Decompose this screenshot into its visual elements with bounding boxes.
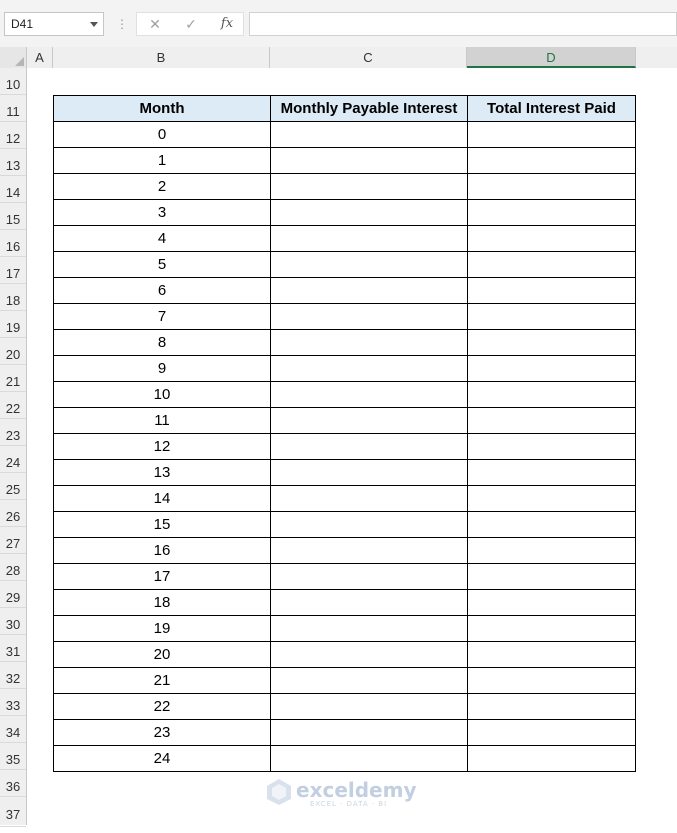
- total-interest-paid-cell[interactable]: [468, 434, 636, 460]
- exceldemy-watermark: [266, 776, 416, 810]
- monthly-payable-interest-cell[interactable]: [271, 668, 468, 694]
- total-interest-paid-cell[interactable]: [468, 616, 636, 642]
- table-row: [54, 642, 636, 668]
- month-cell[interactable]: 19: [54, 616, 271, 642]
- monthly-payable-interest-cell[interactable]: [271, 512, 468, 538]
- table-row: [54, 174, 636, 200]
- select-all-button[interactable]: [0, 47, 27, 68]
- monthly-payable-interest-cell[interactable]: [271, 304, 468, 330]
- row-header-13[interactable]: 13: [0, 149, 26, 176]
- month-cell[interactable]: 5: [54, 252, 271, 278]
- column-header-d[interactable]: D: [467, 47, 636, 68]
- grip-icon: ⋮: [116, 17, 128, 31]
- table-row: [54, 460, 636, 486]
- month-cell[interactable]: 11: [54, 408, 271, 434]
- total-interest-paid-cell[interactable]: [468, 174, 636, 200]
- watermark-name: exceldemy: [296, 778, 417, 802]
- select-all-icon: [15, 57, 24, 66]
- table-row: [54, 590, 636, 616]
- monthly-payable-interest-cell[interactable]: [271, 330, 468, 356]
- cancel-icon[interactable]: ✕: [149, 16, 161, 32]
- table-row: [54, 538, 636, 564]
- month-cell[interactable]: 13: [54, 460, 271, 486]
- row-header-33[interactable]: 33: [0, 689, 26, 716]
- row-header-31[interactable]: 31: [0, 635, 26, 662]
- monthly-payable-interest-cell[interactable]: [271, 356, 468, 382]
- total-interest-paid-cell[interactable]: [468, 278, 636, 304]
- row-header-11[interactable]: 11: [0, 95, 26, 122]
- logo-icon: [266, 778, 292, 806]
- enter-icon[interactable]: ✓: [185, 16, 197, 32]
- total-interest-paid-cell[interactable]: [468, 746, 636, 772]
- table-row: [54, 148, 636, 174]
- header-total-interest-paid[interactable]: Total Interest Paid: [468, 96, 636, 122]
- month-cell[interactable]: 2: [54, 174, 271, 200]
- formula-input[interactable]: [249, 12, 677, 36]
- row-header-14[interactable]: 14: [0, 176, 26, 203]
- row-header-17[interactable]: 17: [0, 257, 26, 284]
- monthly-payable-interest-cell[interactable]: [271, 226, 468, 252]
- total-interest-paid-cell[interactable]: [468, 486, 636, 512]
- monthly-payable-interest-cell[interactable]: [271, 616, 468, 642]
- table-row: [54, 746, 636, 772]
- total-interest-paid-cell[interactable]: [468, 460, 636, 486]
- monthly-payable-interest-cell[interactable]: [271, 434, 468, 460]
- total-interest-paid-cell[interactable]: [468, 408, 636, 434]
- monthly-payable-interest-cell[interactable]: [271, 538, 468, 564]
- row-header-22[interactable]: 22: [0, 392, 26, 419]
- header-month[interactable]: Month: [54, 96, 271, 122]
- column-header-bar: [0, 47, 677, 68]
- total-interest-paid-cell[interactable]: [468, 668, 636, 694]
- total-interest-paid-cell[interactable]: [468, 590, 636, 616]
- month-cell[interactable]: 22: [54, 694, 271, 720]
- row-header-37[interactable]: 37: [0, 797, 26, 827]
- table-row: [54, 200, 636, 226]
- header-monthly-payable-interest[interactable]: Monthly Payable Interest: [271, 96, 468, 122]
- table-row: [54, 226, 636, 252]
- table-row: [54, 512, 636, 538]
- formula-bar: [0, 0, 677, 48]
- table-row: [54, 122, 636, 148]
- monthly-payable-interest-cell[interactable]: [271, 278, 468, 304]
- monthly-payable-interest-cell[interactable]: [271, 200, 468, 226]
- total-interest-paid-cell[interactable]: [468, 694, 636, 720]
- interest-table: [53, 95, 636, 772]
- month-cell[interactable]: 14: [54, 486, 271, 512]
- row-header-28[interactable]: 28: [0, 554, 26, 581]
- month-cell[interactable]: 17: [54, 564, 271, 590]
- column-header-a[interactable]: A: [27, 47, 53, 68]
- table-row: [54, 486, 636, 512]
- monthly-payable-interest-cell[interactable]: [271, 174, 468, 200]
- monthly-payable-interest-cell[interactable]: [271, 408, 468, 434]
- row-header-32[interactable]: 32: [0, 662, 26, 689]
- month-cell[interactable]: 15: [54, 512, 271, 538]
- monthly-payable-interest-cell[interactable]: [271, 746, 468, 772]
- column-header-b[interactable]: B: [53, 47, 270, 68]
- total-interest-paid-cell[interactable]: [468, 148, 636, 174]
- row-header-19[interactable]: 19: [0, 311, 26, 338]
- total-interest-paid-cell[interactable]: [468, 226, 636, 252]
- total-interest-paid-cell[interactable]: [468, 252, 636, 278]
- month-cell[interactable]: 23: [54, 720, 271, 746]
- monthly-payable-interest-cell[interactable]: [271, 460, 468, 486]
- chevron-down-icon[interactable]: [90, 22, 98, 27]
- monthly-payable-interest-cell[interactable]: [271, 382, 468, 408]
- row-header-bar: [0, 68, 27, 825]
- row-header-30[interactable]: 30: [0, 608, 26, 635]
- month-cell[interactable]: 9: [54, 356, 271, 382]
- row-header-15[interactable]: 15: [0, 203, 26, 230]
- month-cell[interactable]: 7: [54, 304, 271, 330]
- monthly-payable-interest-cell[interactable]: [271, 590, 468, 616]
- name-box[interactable]: [4, 12, 104, 36]
- row-header-18[interactable]: 18: [0, 284, 26, 311]
- column-header-c[interactable]: C: [270, 47, 467, 68]
- monthly-payable-interest-cell[interactable]: [271, 694, 468, 720]
- total-interest-paid-cell[interactable]: [468, 642, 636, 668]
- row-header-24[interactable]: 24: [0, 446, 26, 473]
- total-interest-paid-cell[interactable]: [468, 512, 636, 538]
- formula-actions: [136, 12, 244, 36]
- month-cell[interactable]: 18: [54, 590, 271, 616]
- total-interest-paid-cell[interactable]: [468, 564, 636, 590]
- table-row: [54, 434, 636, 460]
- table-row: [54, 408, 636, 434]
- total-interest-paid-cell[interactable]: [468, 720, 636, 746]
- table-row: [54, 564, 636, 590]
- table-row: [54, 304, 636, 330]
- row-header-23[interactable]: 23: [0, 419, 26, 446]
- monthly-payable-interest-cell[interactable]: [271, 720, 468, 746]
- name-box-value: D41: [11, 17, 34, 31]
- watermark-tagline: EXCEL · DATA · BI: [310, 800, 388, 808]
- row-header-10[interactable]: 10: [0, 68, 26, 95]
- table-row: [54, 616, 636, 642]
- row-header-36[interactable]: 36: [0, 770, 26, 797]
- table-row: [54, 720, 636, 746]
- monthly-payable-interest-cell[interactable]: [271, 122, 468, 148]
- row-header-16[interactable]: 16: [0, 230, 26, 257]
- total-interest-paid-cell[interactable]: [468, 122, 636, 148]
- monthly-payable-interest-cell[interactable]: [271, 252, 468, 278]
- row-header-25[interactable]: 25: [0, 473, 26, 500]
- row-header-34[interactable]: 34: [0, 716, 26, 743]
- table-row: [54, 668, 636, 694]
- month-cell[interactable]: 1: [54, 148, 271, 174]
- month-cell[interactable]: 8: [54, 330, 271, 356]
- total-interest-paid-cell[interactable]: [468, 200, 636, 226]
- month-cell[interactable]: 16: [54, 538, 271, 564]
- month-cell[interactable]: 6: [54, 278, 271, 304]
- month-cell[interactable]: 0: [54, 122, 271, 148]
- month-cell[interactable]: 21: [54, 668, 271, 694]
- month-cell[interactable]: 4: [54, 226, 271, 252]
- month-cell[interactable]: 20: [54, 642, 271, 668]
- row-header-29[interactable]: 29: [0, 581, 26, 608]
- total-interest-paid-cell[interactable]: [468, 382, 636, 408]
- monthly-payable-interest-cell[interactable]: [271, 564, 468, 590]
- monthly-payable-interest-cell[interactable]: [271, 148, 468, 174]
- month-cell[interactable]: 12: [54, 434, 271, 460]
- total-interest-paid-cell[interactable]: [468, 356, 636, 382]
- monthly-payable-interest-cell[interactable]: [271, 642, 468, 668]
- row-header-12[interactable]: 12: [0, 122, 26, 149]
- insert-function-icon[interactable]: fx: [220, 16, 234, 31]
- row-header-27[interactable]: 27: [0, 527, 26, 554]
- total-interest-paid-cell[interactable]: [468, 304, 636, 330]
- table-row: [54, 694, 636, 720]
- table-header-row: [54, 96, 636, 122]
- monthly-payable-interest-cell[interactable]: [271, 486, 468, 512]
- table-row: [54, 278, 636, 304]
- row-header-26[interactable]: 26: [0, 500, 26, 527]
- total-interest-paid-cell[interactable]: [468, 538, 636, 564]
- table-row: [54, 356, 636, 382]
- total-interest-paid-cell[interactable]: [468, 330, 636, 356]
- row-header-21[interactable]: 21: [0, 365, 26, 392]
- month-cell[interactable]: 10: [54, 382, 271, 408]
- month-cell[interactable]: 3: [54, 200, 271, 226]
- table-row: [54, 382, 636, 408]
- row-header-20[interactable]: 20: [0, 338, 26, 365]
- month-cell[interactable]: 24: [54, 746, 271, 772]
- table-row: [54, 330, 636, 356]
- table-row: [54, 252, 636, 278]
- row-header-35[interactable]: 35: [0, 743, 26, 770]
